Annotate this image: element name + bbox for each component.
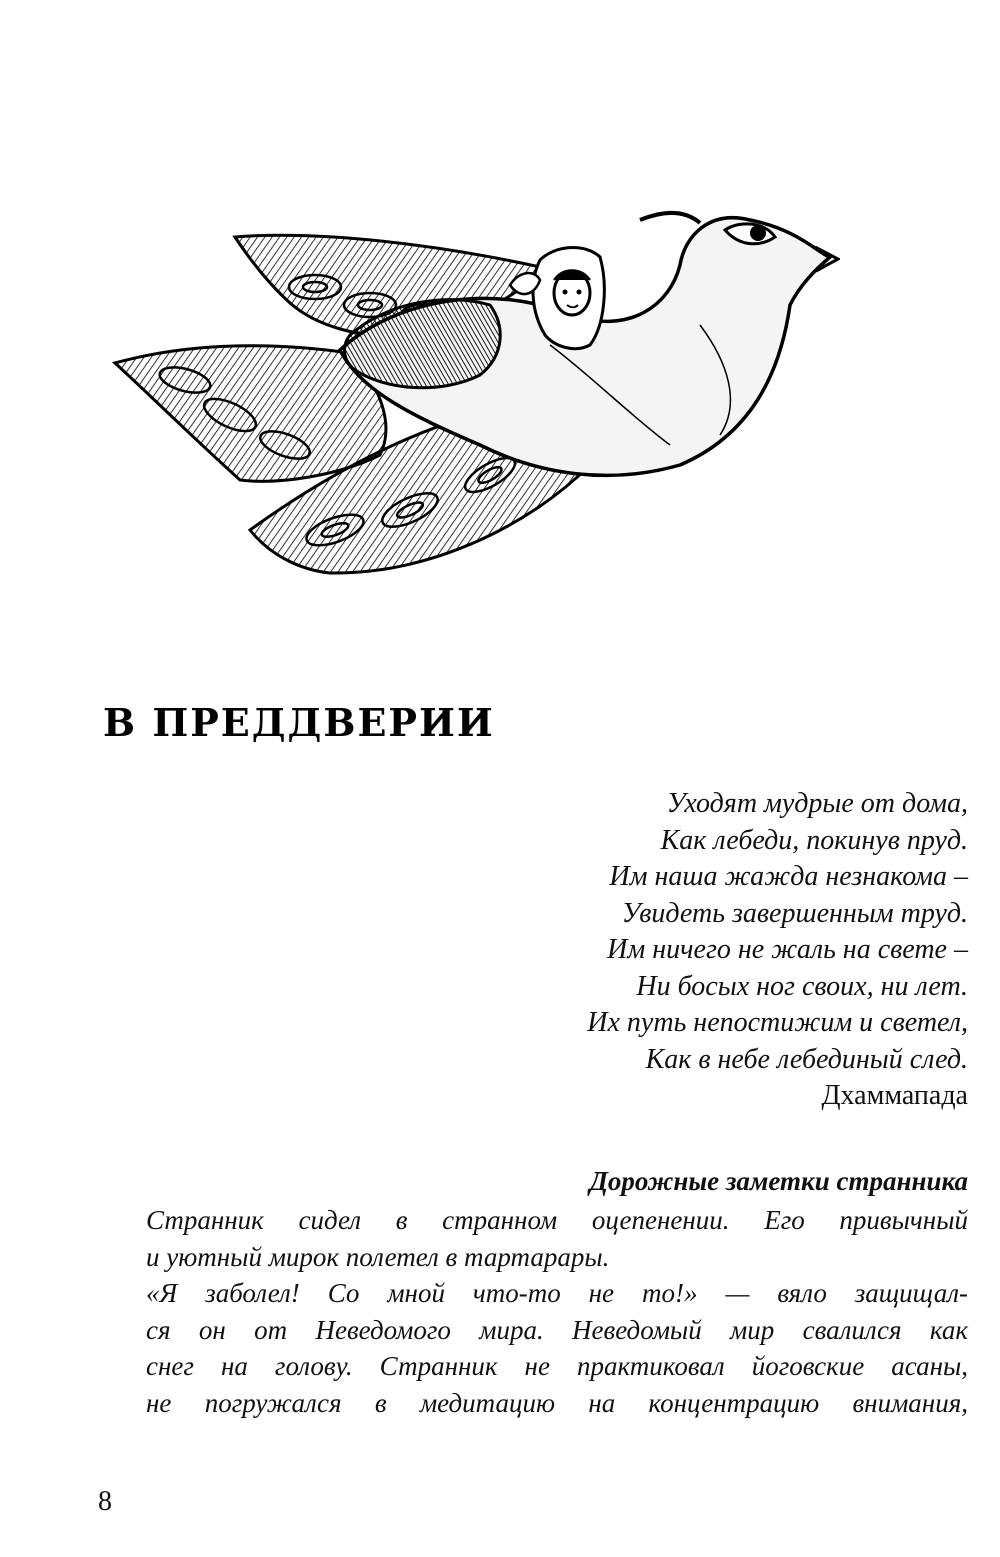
epigraph-line: Уходят мудрые от дома, <box>666 788 968 819</box>
text-line: снег на голову. Странник не практиковал йоговские асаны, <box>146 1351 968 1382</box>
text-line: не погружался в медитацию на концентрацию внимания, <box>146 1387 968 1418</box>
epigraph-line: Увидеть завершенным труд. <box>621 897 968 929</box>
epigraph-line: Им ничего не жаль на свете – <box>607 934 968 965</box>
epigraph-line: Им наша жажда незнакома – <box>609 861 968 892</box>
text-line: ся он от Неведомого мира. Неведомый мир свалился как <box>146 1314 968 1345</box>
epigraph-line: Их путь непостижим и светел, <box>587 1007 968 1038</box>
section-heading: Дорожные заметки странника <box>589 1166 968 1196</box>
text-line: и уютный мирок полетел в тартарары. <box>146 1241 610 1272</box>
body-text <box>146 1202 968 1422</box>
text-line: Странник сидел в странном оцепенении. Его привычный <box>146 1205 968 1235</box>
epigraph-source: Дхаммапада <box>821 1080 968 1111</box>
epigraph-line: Ни босых ног своих, ни лет. <box>636 970 968 1002</box>
epigraph-line: Как лебеди, покинув пруд. <box>660 824 968 856</box>
bird-illustration <box>110 175 840 595</box>
epigraph-line: Как в небе лебединый след. <box>645 1043 968 1075</box>
page-number: 8 <box>98 1486 112 1517</box>
text-line: «Я заболел! Со мной что-то не то!» — вяло защищал- <box>146 1278 968 1309</box>
bird-crest <box>640 213 700 223</box>
chapter-title: В ПРЕДДВЕРИИ <box>103 700 495 745</box>
epigraph <box>587 786 968 1115</box>
